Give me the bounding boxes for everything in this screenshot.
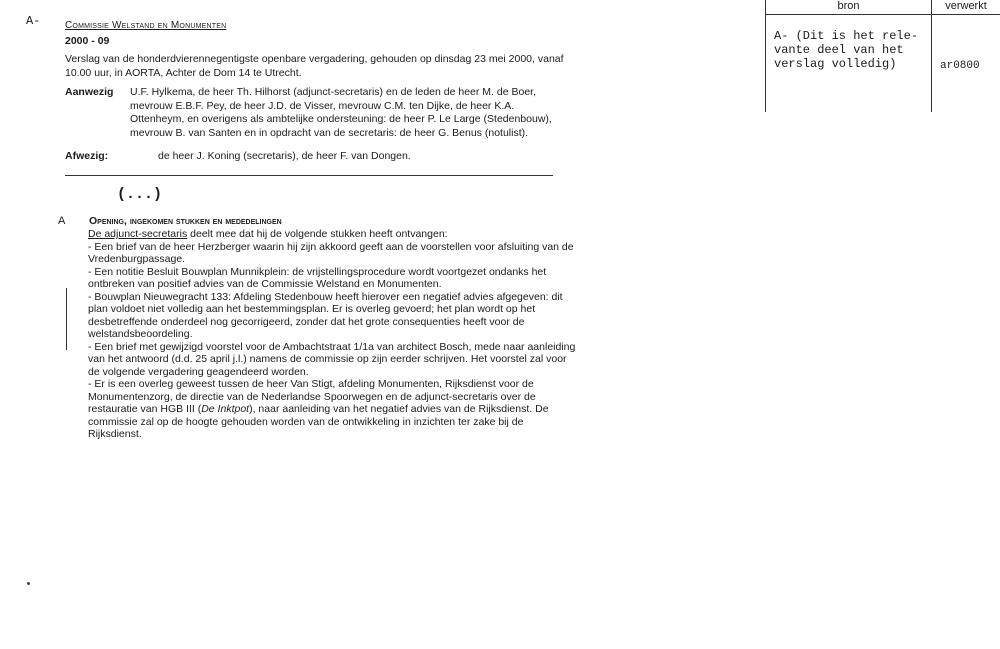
list-item: - Een notitie Besluit Bouwplan Munnikplein: de vrijstellingsprocedure wordt voortgezet ondanks het ontbreken van positief advies van de Commissie Welstand en Monumenten.	[88, 265, 547, 290]
document-title: Commissie Welstand en Monumenten	[65, 20, 227, 31]
section-body	[88, 228, 578, 441]
list-item	[88, 378, 578, 441]
section-title: Opening, ingekomen stukken en mededelingen	[89, 215, 282, 227]
absent-text: de heer J. Koning (secretaris), de heer F. van Dongen.	[158, 150, 411, 162]
horizontal-rule	[65, 175, 553, 176]
list-item: - Een brief met gewijzigd voorstel voor de Ambachtstraat 1/1a van architect Bosch, mede naar aanleiding van het antwoord (d.d. 25 april j.l.) namens de commissie op zijn eerder schrijven. Het voorstel zal voor de volgende vergadering geagendeerd worden.	[88, 340, 576, 378]
list-item: - Een brief van de heer Herzberger waarin hij zijn akkoord geeft aan de voorstellen voor afsluiting van de Vredenburgpassage.	[88, 240, 574, 265]
document-intro: Verslag van de honderdvierennegentigste openbare vergadering, gehouden op dinsdag 23 mei 2000, vanaf 10.00 uur, in AORTA, Achter de Dom 14 te Utrecht.	[65, 53, 564, 79]
list-item-text: ), naar aanleiding van het negatief advies van de Rijksdienst. De commissie zal op de hoogte gehouden worden van de ontwikkeling in inzichten ter zake bij de Rijksdienst.	[88, 403, 549, 440]
list-item: - Bouwplan Nieuwegracht 133: Afdeling Stedenbouw heeft hierover een negatief advies afgegeven: dit plan voldoet niet volledig aan het bestemmingsplan. Er is overleg gevoerd; het plan wordt op het desbetreffende onderdeel nog gecorrigeerd, zonder dat het grote consequenties heeft voor de welstandsbeoordeling.	[88, 290, 563, 340]
section-intro-rest: deelt mee dat hij de volgende stukken heeft ontvangen:	[187, 228, 448, 240]
list-item-text: - Er is een overleg geweest tussen de heer Van Stigt, afdeling Monumenten, Rijksdienst voor de Monumentenzorg, de directie van de Nederlandse Spoorwegen en de adjunct-secretaris over de restauratie van HGB III (	[88, 378, 536, 415]
list-item-italic: De Inktpot	[201, 403, 250, 415]
stray-dot	[27, 582, 30, 585]
present-label: Aanwezig	[65, 86, 114, 98]
absent-label: Afwezig:	[65, 150, 109, 162]
section-intro-subject: De adjunct-secretaris	[88, 228, 188, 240]
table-header-divider	[765, 14, 1000, 15]
table-header-bron: bron	[837, 0, 860, 12]
table-cell-verwerkt: ar0800	[940, 60, 980, 72]
section-letter: A	[58, 215, 66, 227]
section-intro	[88, 228, 578, 241]
margin-mark: A-	[26, 14, 41, 28]
omission-mark: (...)	[117, 186, 163, 203]
margin-bar	[66, 288, 67, 350]
present-text: U.F. Hylkema, de heer Th. Hilhorst (adjunct-secretaris) en de leden de heer M. de Boer, mevrouw E.B.F. Pey, de heer J.D. de Visser, mevrouw C.M. ten Dijke, de heer K.A. Ottenheym, en overigens als ambtelijke ondersteuning: de heer P. Le Large (Stedenbouw), mevrouw B. van Santen en in opdracht van de secretaris: de heer G. Benus (notulist).	[130, 86, 552, 139]
table-column-divider	[931, 0, 932, 112]
document-year: 2000 - 09	[65, 35, 110, 47]
table-header-verwerkt: verwerkt	[945, 0, 987, 12]
table-cell-bron: A- (Dit is het rele- vante deel van het verslag volledig)	[774, 29, 919, 71]
